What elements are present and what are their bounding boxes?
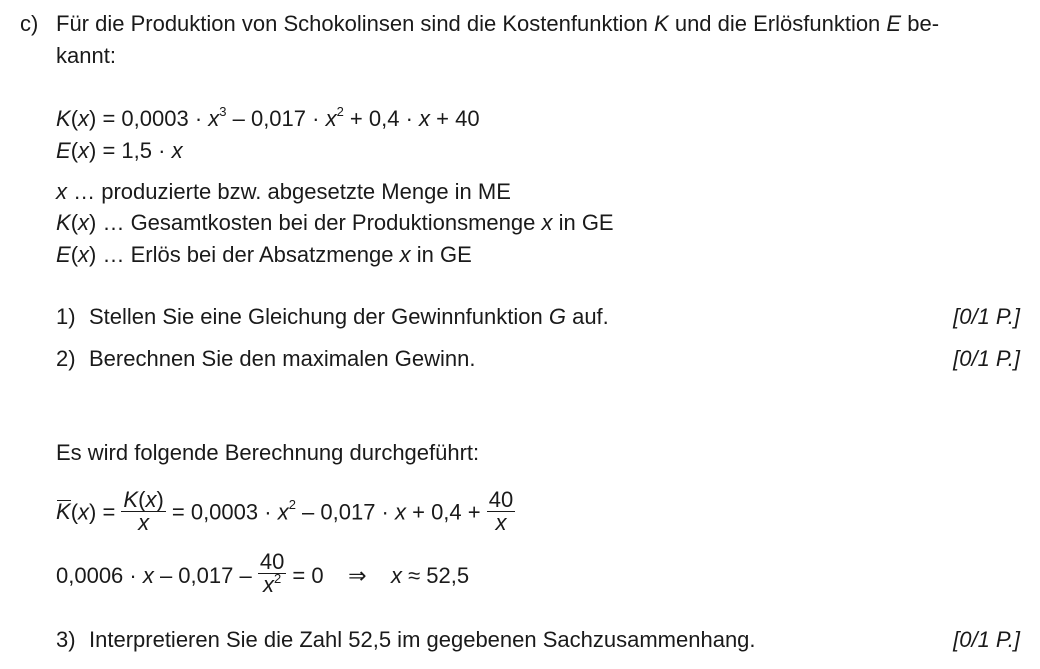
intro-line-2: kannt:: [56, 43, 116, 68]
definition-x: x … produzierte bzw. abgesetzte Menge in ME: [56, 179, 511, 204]
cost-function: $K(x) = 0,0003 \cdot x^3 - 0,017 \cdot x^2 + 0,4 \cdot x + 40$: [56, 104, 480, 131]
definition-k: K(x) … Gesamtkosten bei der Produktionsmenge x in GE: [56, 210, 614, 235]
task-2-points: [0/1 P.]: [953, 346, 1020, 371]
task-3-text: Interpretieren Sie die Zahl 52,5 im gegebenen Sachzusammenhang.: [89, 627, 756, 652]
task-2-number: 2): [56, 346, 76, 371]
task-1-number: 1): [56, 304, 76, 329]
task-3-points: [0/1 P.]: [953, 627, 1020, 652]
task-3-number: 3): [56, 627, 76, 652]
average-cost-equation: K(x) = $\frac{K(x)}{x}$ = $0,0003 \cdot x^2 - 0,017 \cdot x + 0,4$ + $\frac{40}{x}$: [56, 487, 514, 535]
task-1-points: [0/1 P.]: [953, 304, 1020, 329]
fraction-k-over-x: $\frac{K(x)}{x}$: [123, 487, 164, 535]
derivative-equation: 0,0006 · x – 0,017 – $\frac{40}{x^2}$ = 0 ⇒ x ≈ 52,5: [56, 549, 470, 597]
intro-line-1: Für die Produktion von Schokolinsen sind die Kostenfunktion K und die Erlösfunktion E be-: [56, 11, 940, 36]
fraction-40-over-x-squared: $\frac{40}{x^2}$: [259, 549, 285, 597]
fraction-40-over-x: $\frac{40}{x}$: [488, 487, 514, 535]
task-2-text: Berechnen Sie den maximalen Gewinn.: [89, 346, 476, 371]
calculation-intro: Es wird folgende Berechnung durchgeführt:: [56, 440, 480, 465]
task-1-text: Stellen Sie eine Gleichung der Gewinnfunktion G auf.: [89, 304, 609, 329]
part-label: c): [20, 11, 39, 36]
definition-e: E(x) … Erlös bei der Absatzmenge x in GE: [56, 242, 472, 267]
revenue-function: E(x) = 1,5 · x: [56, 138, 183, 163]
